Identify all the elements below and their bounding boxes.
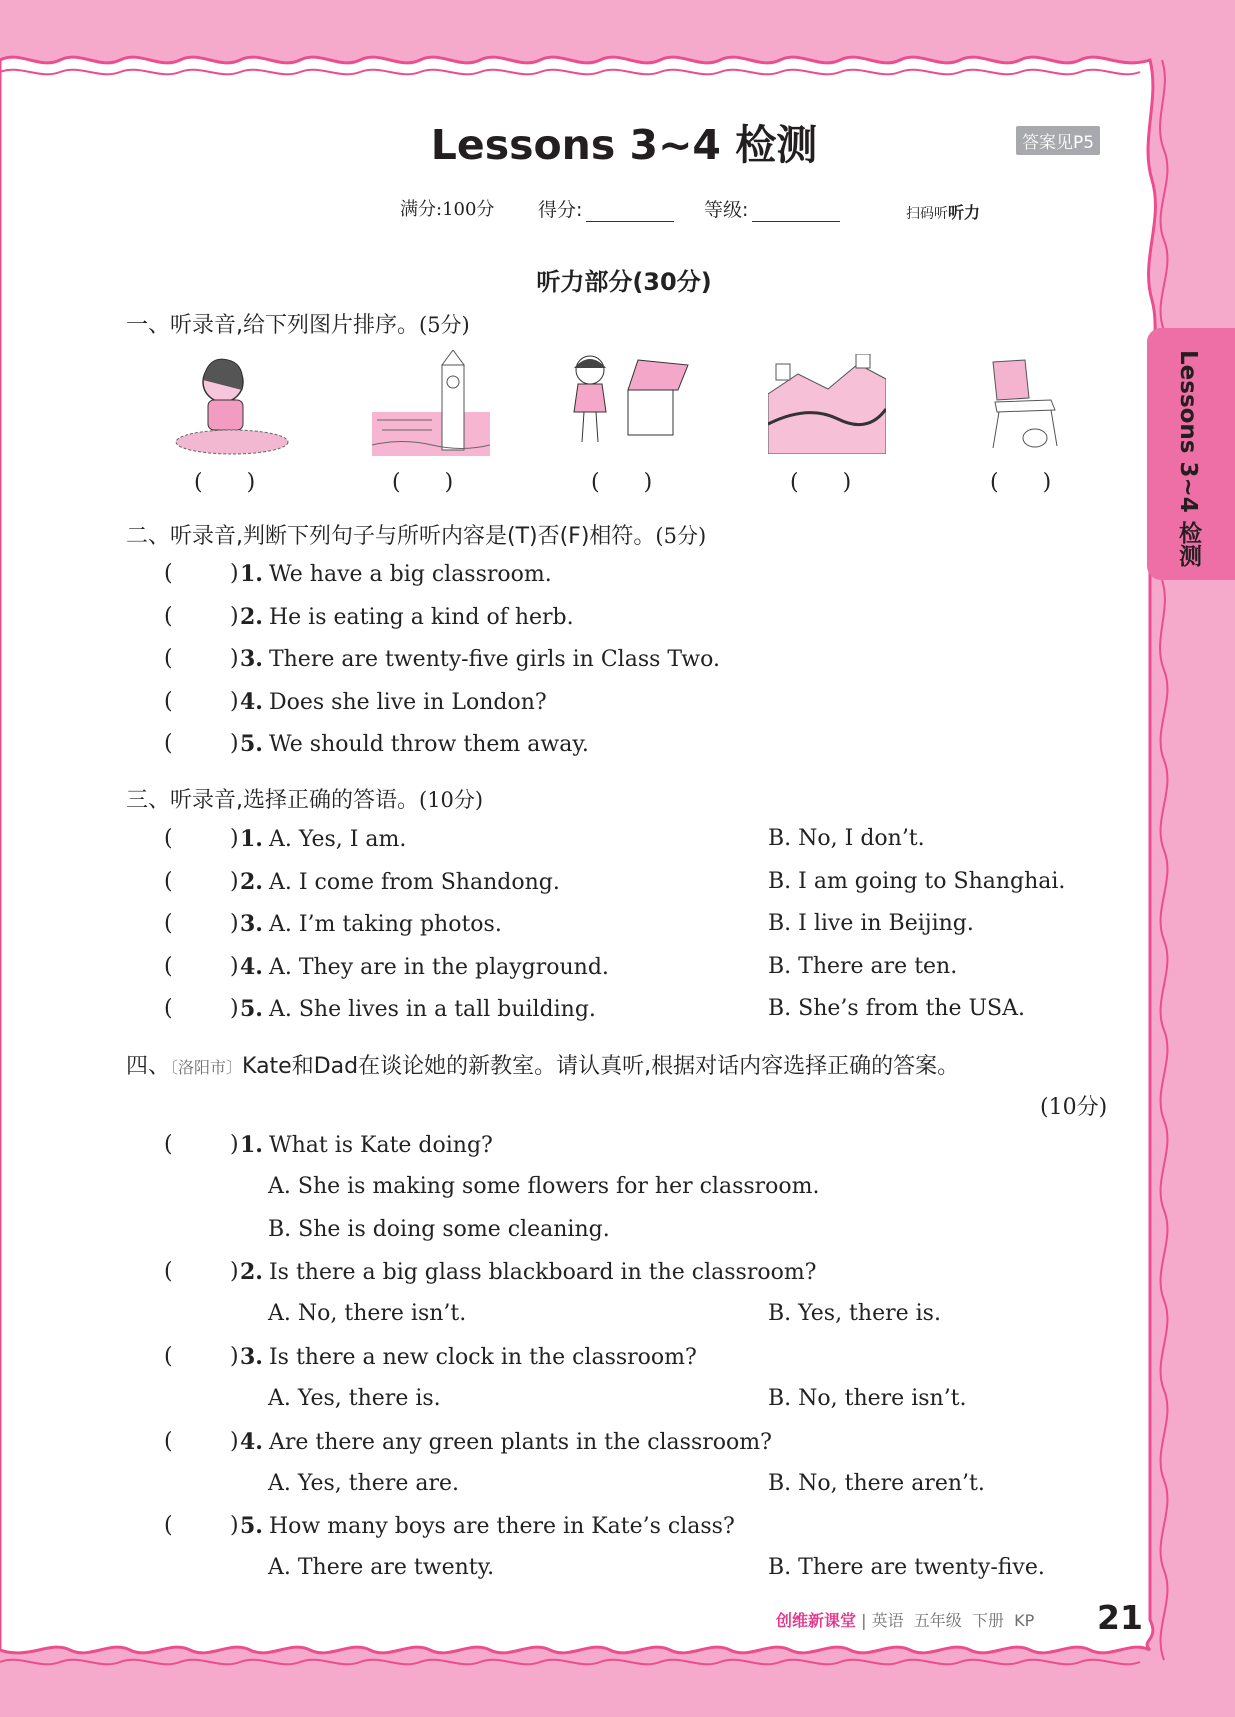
option-a: A. I’m taking photos.	[268, 912, 502, 937]
page-number: 21	[1097, 1598, 1143, 1637]
question-text: Is there a big glass blackboard in the classroom?	[268, 1260, 817, 1285]
s2-item2-answer-paren-right: )	[230, 603, 239, 629]
item-number: 5.	[240, 731, 263, 757]
pic3-answer-paren[interactable]: ( )	[591, 470, 653, 495]
s3-item	[240, 911, 502, 937]
option-a: A. They are in the playground.	[268, 954, 609, 980]
question-text: How many boys are there in Kate’s class?	[268, 1514, 735, 1539]
scan-listen-bold: 听力	[948, 203, 981, 222]
girl-with-box-icon	[568, 350, 693, 455]
footer	[776, 1608, 1034, 1631]
s3-item1-answer-paren-left[interactable]: (	[164, 826, 173, 851]
section1-points: (5分)	[419, 313, 470, 337]
s4-item1-answer-paren-right: )	[230, 1132, 239, 1157]
s2-item3-answer-paren-right: )	[230, 646, 239, 671]
s4-item4-answer-paren-right: )	[230, 1429, 239, 1454]
page-title: Lessons 3~4 检测	[430, 121, 818, 169]
girl-collecting-icon	[168, 350, 296, 458]
s2-item	[240, 646, 720, 672]
s3-item3-answer-paren-left[interactable]: (	[164, 911, 173, 936]
section4-place-tag: 〔洛阳市〕	[170, 1058, 243, 1077]
chair-icon	[985, 356, 1067, 452]
s2-item1-answer-paren-left[interactable]: (	[164, 561, 173, 586]
s2-item1-answer-paren-right: )	[230, 561, 239, 586]
section3-title	[126, 783, 483, 814]
section1-title	[126, 308, 470, 339]
s4-question	[240, 1513, 735, 1539]
big-ben-icon	[372, 350, 490, 460]
s3-item3-answer-paren-right: )	[230, 911, 239, 936]
score-blank[interactable]	[586, 201, 674, 222]
s4-question	[240, 1429, 772, 1455]
s4-item2-answer-paren-right: )	[230, 1259, 239, 1284]
item-number: 3.	[240, 1344, 263, 1370]
score-label: 得分:	[538, 199, 583, 221]
option-b: B. No, there aren’t.	[768, 1471, 985, 1496]
option-a: A. She is making some flowers for her classroom.	[268, 1174, 820, 1199]
item-number: 2.	[240, 868, 263, 895]
pic1-answer-paren[interactable]: ( )	[194, 470, 256, 495]
s4-question	[240, 1132, 493, 1158]
item-number: 2.	[240, 1259, 263, 1285]
item-number: 5.	[240, 996, 263, 1022]
s4-question	[240, 1259, 816, 1285]
pic2-answer-paren[interactable]: ( )	[392, 470, 454, 495]
question-text: What is Kate doing?	[268, 1133, 493, 1158]
grade-blank[interactable]	[752, 201, 840, 222]
answer-reference-tag: 答案见P5	[1016, 126, 1100, 155]
s3-item	[240, 996, 596, 1022]
option-a: A. Yes, there is.	[268, 1386, 441, 1411]
s2-item4-answer-paren-right: )	[230, 688, 239, 714]
option-b: B. I am going to Shanghai.	[768, 868, 1066, 894]
item-number: 4.	[240, 953, 263, 980]
option-b: B. No, there isn’t.	[768, 1386, 967, 1411]
s3-item2-answer-paren-right: )	[230, 868, 239, 894]
footer-edition: KP	[1014, 1611, 1035, 1630]
section3-title-text: 三、听录音,选择正确的答语。	[126, 788, 419, 813]
section4-prefix: 四、	[126, 1054, 171, 1079]
s4-item5-answer-paren-left[interactable]: (	[164, 1513, 173, 1538]
option-b: B. Yes, there is.	[768, 1301, 941, 1326]
option-a: A. No, there isn’t.	[268, 1301, 467, 1326]
option-b: B. She is doing some cleaning.	[268, 1217, 610, 1242]
s3-item	[240, 826, 406, 852]
footer-volume: 下册	[971, 1611, 1004, 1630]
s2-item	[240, 561, 552, 587]
option-a: A. Yes, there are.	[268, 1471, 459, 1496]
s2-item	[240, 604, 574, 630]
section1-title-text: 一、听录音,给下列图片排序。	[126, 313, 419, 338]
s4-item1-answer-paren-left[interactable]: (	[164, 1132, 173, 1157]
item-number: 4.	[240, 1429, 263, 1455]
section4-title	[126, 1049, 959, 1080]
score-field	[538, 195, 674, 222]
item-text: There are twenty-five girls in Class Two.	[268, 647, 720, 672]
option-b: B. I live in Beijing.	[768, 911, 974, 936]
section2-title-text: 二、听录音,判断下列句子与所听内容是(T)否(F)相符。	[126, 524, 656, 549]
s3-item	[240, 869, 560, 895]
s2-item3-answer-paren-left[interactable]: (	[164, 646, 173, 671]
item-number: 4.	[240, 688, 263, 715]
full-score-label	[400, 195, 494, 221]
scan-listen[interactable]	[906, 200, 980, 223]
grade-field	[704, 195, 840, 222]
footer-subject: 英语	[871, 1611, 904, 1630]
item-number: 3.	[240, 911, 263, 937]
s2-item	[240, 731, 589, 757]
section4-points: (10分)	[1040, 1095, 1108, 1120]
s3-item4-answer-paren-left[interactable]: (	[164, 953, 173, 979]
footer-grade: 五年级	[913, 1611, 962, 1630]
s4-item5-answer-paren-right: )	[230, 1513, 239, 1538]
option-b: B. No, I don’t.	[768, 826, 925, 851]
question-text: Are there any green plants in the classroom?	[268, 1430, 772, 1455]
item-number: 3.	[240, 646, 263, 672]
item-text: Does she live in London?	[268, 689, 547, 715]
s4-item3-answer-paren-left[interactable]: (	[164, 1344, 173, 1369]
item-number: 5.	[240, 1513, 263, 1539]
s2-item2-answer-paren-left[interactable]: (	[164, 603, 173, 629]
item-text: He is eating a kind of herb.	[268, 604, 574, 630]
s4-item2-answer-paren-left[interactable]: (	[164, 1259, 173, 1284]
s3-item5-answer-paren-right: )	[230, 996, 239, 1021]
question-text: Is there a new clock in the classroom?	[268, 1345, 697, 1370]
s3-item5-answer-paren-left[interactable]: (	[164, 996, 173, 1021]
item-number: 1.	[240, 826, 263, 852]
s4-item4-answer-paren-left[interactable]: (	[164, 1429, 173, 1454]
s3-item1-answer-paren-right: )	[230, 826, 239, 851]
footer-brand: 创维新课堂	[776, 1611, 857, 1630]
scan-label: 扫码听	[906, 206, 948, 222]
option-a: A. I come from Shandong.	[268, 869, 560, 895]
s2-item	[240, 689, 547, 715]
s4-question	[240, 1344, 697, 1370]
option-a: A. She lives in a tall building.	[268, 997, 596, 1022]
option-b: B. There are twenty-five.	[768, 1555, 1045, 1580]
option-b: B. There are ten.	[768, 953, 958, 979]
grade-label: 等级:	[704, 199, 749, 221]
option-a: A. There are twenty.	[268, 1555, 495, 1580]
s3-item4-answer-paren-right: )	[230, 953, 239, 979]
listening-heading: 听力部分(30分)	[536, 268, 712, 296]
s3-item2-answer-paren-left[interactable]: (	[164, 868, 173, 894]
s2-item5-answer-paren-right: )	[230, 731, 239, 756]
section2-points: (5分)	[655, 524, 707, 548]
footer-separator: |	[861, 1611, 867, 1630]
section4-title-text: Kate和Dad在谈论她的新教室。请认真听,根据对话内容选择正确的答案。	[242, 1054, 960, 1079]
side-tab-label: Lessons 3~4 检测	[1175, 350, 1201, 567]
great-wall-icon	[768, 354, 886, 454]
section3-points: (10分)	[419, 788, 484, 812]
item-text: We have a big classroom.	[268, 562, 552, 587]
pic5-answer-paren[interactable]: ( )	[990, 470, 1052, 495]
option-b: B. She’s from the USA.	[768, 996, 1025, 1021]
s3-item	[240, 954, 609, 980]
item-number: 2.	[240, 603, 263, 630]
item-number: 1.	[240, 561, 263, 587]
section2-title	[126, 519, 706, 550]
option-a: A. Yes, I am.	[268, 827, 407, 852]
s2-item4-answer-paren-left[interactable]: (	[164, 688, 173, 714]
item-number: 1.	[240, 1132, 263, 1158]
s2-item5-answer-paren-left[interactable]: (	[164, 731, 173, 756]
pic4-answer-paren[interactable]: ( )	[790, 470, 852, 495]
full-score-text: 满分:100分	[400, 199, 495, 220]
item-text: We should throw them away.	[268, 732, 589, 757]
s4-item3-answer-paren-right: )	[230, 1344, 239, 1369]
